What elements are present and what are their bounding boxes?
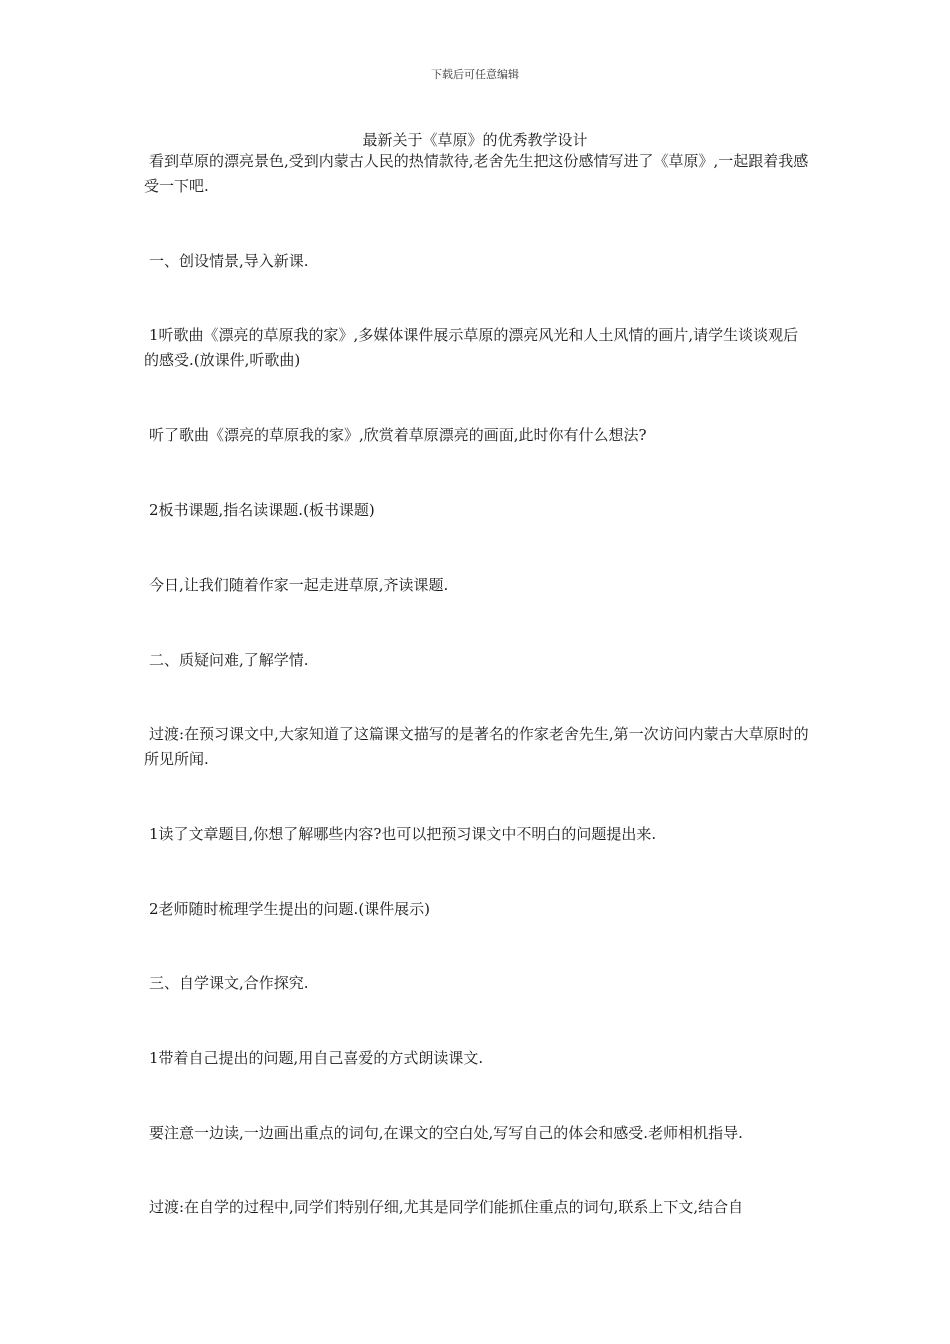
paragraph-after-song: 听了歌曲《漂亮的草原我的家》,欣赏着草原漂亮的画面,此时你有什么想法? (149, 426, 647, 444)
paragraph-transition-2: 过渡:在自学的过程中,同学们特别仔细,尤其是同学们能抓住重点的词句,联系上下文,结合自 (149, 1198, 744, 1216)
intro-paragraph: 看到草原的漂亮景色,受到内蒙古人民的热情款待,老舍先生把这份感情写进了《草原》,一起跟着我感受一下吧. (144, 152, 809, 195)
section-heading-1: 一、创设情景,导入新课. (149, 252, 309, 270)
section-heading-2: 二、质疑问难,了解学情. (149, 651, 309, 669)
paragraph-ask-questions: 1读了文章题目,你想了解哪些内容?也可以把预习课文中不明白的问题提出来. (149, 825, 657, 843)
paragraph-read-title: 今日,让我们随着作家一起走进草原,齐读课题. (149, 576, 449, 594)
page-header-note: 下载后可任意编辑 (431, 68, 519, 81)
paragraph-listen-song: 1听歌曲《漂亮的草原我的家》,多媒体课件展示草原的漂亮风光和人土风情的画片,请学生谈谈观后的感受.(放课件,听歌曲) (144, 326, 799, 369)
document-title: 最新关于《草原》的优秀教学设计 (362, 131, 588, 149)
paragraph-transition-1: 过渡:在预习课文中,大家知道了这篇课文描写的是著名的作家老舍先生,第一次访问内蒙古大草原时的所见所闻. (144, 725, 809, 768)
paragraph-read-aloud: 1带着自己提出的问题,用自己喜爱的方式朗读课文. (149, 1049, 484, 1067)
paragraph-annotate: 要注意一边读,一边画出重点的词句,在课文的空白处,写写自己的体会和感受.老师相机指导. (149, 1124, 743, 1142)
section-heading-3: 三、自学课文,合作探究. (149, 974, 309, 992)
paragraph-sort-questions: 2老师随时梳理学生提出的问题.(课件展示) (149, 900, 431, 918)
paragraph-board-title: 2板书课题,指名读课题.(板书课题) (149, 501, 375, 519)
